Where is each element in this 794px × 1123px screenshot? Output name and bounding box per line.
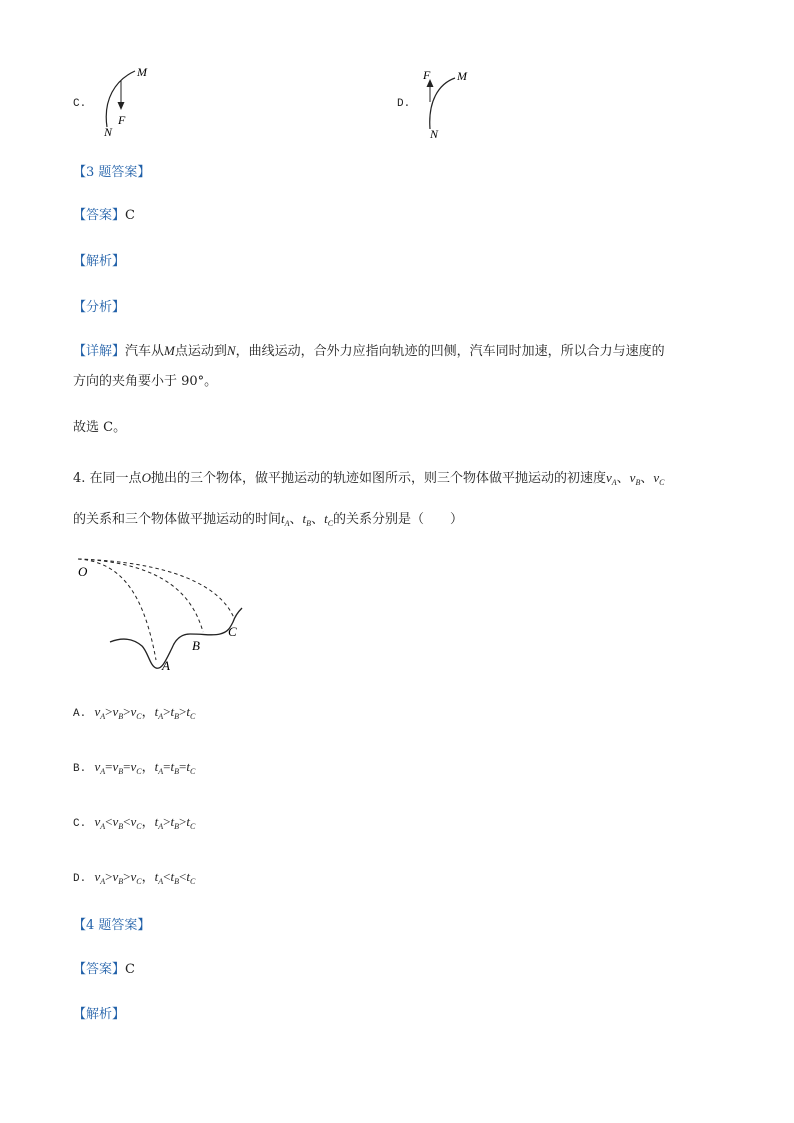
q4-number: 4. (73, 471, 86, 486)
option-c-diagram (95, 60, 165, 140)
q3-answer (73, 208, 135, 224)
label-a: A (162, 658, 170, 673)
answer-prefix: 【答案】 (73, 962, 126, 977)
answer-prefix: 【答案】 (73, 208, 126, 223)
detail-label: 【详解】 (73, 344, 126, 359)
separator: 、 (311, 512, 325, 527)
trajectory-b (78, 559, 203, 632)
force-arrow-head (118, 102, 125, 110)
trajectory-a (78, 559, 156, 660)
q4-stem-line1 (73, 470, 664, 491)
q4-answer-header: 【4 题答案】 (73, 918, 151, 933)
q4-answer (73, 962, 135, 978)
separator: 、 (289, 512, 303, 527)
point-o: O (141, 470, 151, 485)
option-d-diagram (416, 62, 486, 142)
q4-option-b: B. $v_A=v_B=v_C$，$t_A=t_B=t_C$ (73, 759, 196, 776)
label-f: F (118, 113, 126, 127)
separator: 、 (616, 471, 630, 486)
answer-value: C (125, 208, 135, 223)
label-n: N (430, 127, 439, 141)
detail-text: 汽车从 (125, 344, 165, 359)
var-va: $v_A$ (605, 470, 617, 487)
detail-text: 点运动到 (174, 344, 227, 359)
var-tb: $t_B$ (302, 511, 312, 528)
point-m: M (164, 343, 175, 358)
q4-option-d: D. $v_A>v_B>v_C$，$t_A<t_B<t_C$ (73, 869, 196, 886)
var-vb: $v_B$ (629, 470, 641, 487)
label-m: M (457, 69, 467, 83)
stem-text: 的关系和三个物体做平抛运动的时间 (73, 512, 282, 527)
answer-value: C (125, 962, 135, 977)
var-vc: $v_C$ (653, 470, 665, 487)
var-tc: $t_C$ (324, 511, 334, 528)
label-n: N (104, 125, 113, 139)
option-c-letter: C. (73, 98, 87, 110)
option-letter: C. (73, 818, 87, 830)
q3-conclusion: 故选 C。 (73, 420, 127, 435)
label-f: F (423, 68, 431, 82)
stem-text: 的关系分别是（ ） (333, 512, 464, 527)
var-ta: $t_A$ (281, 511, 290, 528)
point-n: N (226, 343, 236, 358)
label-o: O (78, 564, 88, 579)
q4-option-a: A. $v_A>v_B>v_C$，$t_A>t_B>t_C$ (73, 704, 196, 721)
ground-line (110, 608, 242, 668)
q3-answer-header: 【3 题答案】 (73, 165, 151, 180)
label-b: B (192, 638, 200, 653)
option-letter: B. (73, 763, 87, 775)
q3-detail-line2: 方向的夹角要小于 90°。 (73, 374, 218, 389)
trajectory-c (78, 559, 234, 618)
q3-detail-line1 (73, 343, 665, 360)
separator: 、 (640, 471, 654, 486)
label-c: C (228, 624, 237, 639)
stem-text: 抛出的三个物体，做平抛运动的轨迹如图所示，则三个物体做平抛运动的初速度 (150, 471, 606, 486)
option-letter: A. (73, 708, 87, 720)
option-d-letter: D. (397, 98, 411, 110)
detail-text: ，曲线运动，合外力应指向轨迹的凹侧，汽车同时加速，所以合力与速度的 (235, 344, 665, 359)
q4-stem-line2 (73, 511, 463, 532)
trajectory-curve (430, 78, 455, 129)
q3-analysis-header: 【解析】 (73, 254, 126, 269)
q4-analysis-header: 【解析】 (73, 1007, 126, 1022)
label-m: M (137, 65, 147, 79)
option-letter: D. (73, 873, 87, 885)
q3-fenxi-header: 【分析】 (73, 300, 126, 315)
stem-text: 在同一点 (89, 471, 142, 486)
q4-trajectory-figure (70, 550, 260, 678)
q4-option-c: C. $v_A<v_B<v_C$，$t_A>t_B>t_C$ (73, 814, 196, 831)
